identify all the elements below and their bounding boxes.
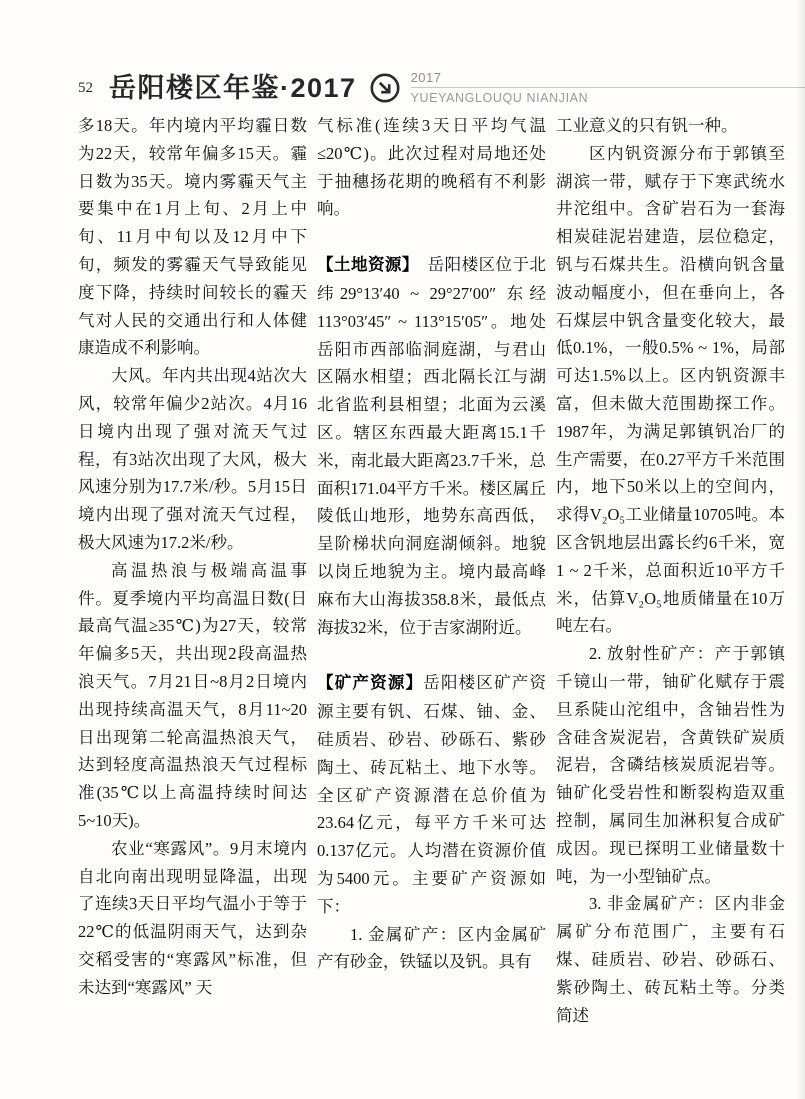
paragraph: 3. 非金属矿产：区内非金属矿分布范围广，主要有石煤、硅质岩、砂岩、砂砾石、紫砂陶土、砖瓦粘土等。分类简述 (556, 894, 785, 1025)
text-column-1 (78, 112, 307, 1047)
section-text: 岳阳楼区位于北纬29°13′40 ~ 29°27′00″ 东经113°03′45″ ~ 113°15′05″。地处岳阳市西部临洞庭湖，与君山区隔水相望；西北隔长江与湖北省监利县相望；北面为云溪区。辖区东西最大距离15.1千米，南北最大距离23.7千米，总面积171.04平方千米。楼区属丘陵低山地形，地势东高西低，呈阶梯状向洞庭湖倾斜。地貌以岗丘地貌为主。境内最高峰麻布大山海拔358.8米，最低点海拔32米，位于吉家湖附近。 (317, 255, 547, 637)
section-label: 【土地资源】 (317, 256, 411, 275)
page-title: 岳阳楼区年鉴·2017 (109, 72, 357, 103)
text-column-2 (317, 112, 546, 1047)
text-column-3 (556, 112, 785, 1047)
circle-arrow-down-right-icon (369, 72, 401, 104)
paragraph: 农业“寒露风”。9月末境内自北向南出现明显降温，出现了连续3天日平均气温小于等于22℃的低温阴雨天气，达到杂交稻受害的“寒露风”标准，但未达到“寒露风” 天 (78, 838, 307, 997)
paragraph: 1. 金属矿产：区内金属矿产有砂金，铁锰以及钒。具有 (317, 924, 546, 972)
paragraph: 气标准(连续3天日平均气温≤20℃)。此次过程对局地还处于抽穗扬花期的晚稻有不利影响。 (317, 116, 546, 219)
paragraph: 多18天。年内境内平均霾日数为22天，较常年偏多15天。霾日数为35天。境内雾霾天气主要集中在1月上旬、2月上中旬、11月中旬以及12月中下旬，频发的雾霾天气导致能见度下降，持续时间较长的霾天气对人民的交通出行和人体健康造成不利影响。 (78, 116, 307, 358)
paragraph: 工业意义的只有钒一种。 (556, 116, 738, 135)
paragraph: 大风。年内共出现4站次大风，较常年偏少2站次。4月16日境内出现了强对流天气过程，有3站次出现了大风，极大风速分别为17.7米/秒。5月15日境内出现了强对流天气过程，极大风速为17.2米/秒。 (78, 366, 307, 552)
edition-pinyin: YUEYANGLOUQU NIANJIAN (410, 91, 589, 106)
page-number: 52 (78, 79, 93, 96)
body-columns (78, 112, 785, 1047)
section-paragraph-land-resources (317, 251, 546, 641)
section-paragraph-mineral-resources (317, 669, 546, 920)
paragraph: 高温热浪与极端高温事件。夏季境内平均高温日数(日最高气温≥35℃)为27天，较常年偏多5天，共出现2段高温热浪天气。7月21日~8月2日境内出现持续高温天气，8月11~20日出现第二轮高温热浪天气，达到轻度高温热浪天气过程标准(35℃以上高温持续时间达5~10天)。 (78, 560, 307, 830)
paragraph: 区内钒资源分布于郭镇至湖滨一带，赋存于下寒武统水井沱组中。含矿岩石为一套海相炭硅泥岩建造，层位稳定，钒与石煤共生。沿横向钒含量波动幅度小，但在垂向上，各石煤层中钒含量变化较大，最低0.1%，一般0.5% ~ 1%，局部可达1.5%以上。区内钒资源丰富，但未做大范围勘探工作。1987年，为满足郭镇钒冶厂的生产需要，在0.27平方千米范围内，地下50米以上的空间内，求得V₂O₅工业储量10705吨。本区含钒地层出露长约6千米，宽1 ~ 2千米，总面积近10平方千米，估算V₂O₅地质储量在10万吨左右。 (556, 143, 785, 636)
section-text: 岳阳楼区矿产资源主要有钒、石煤、铀、金、硅质岩、砂岩、砂砾石、紫砂陶土、砖瓦粘土、地下水等。全区矿产资源潜在总价值为23.64亿元，每平方千米可达0.137亿元。人均潜在资源价值为5400元。主要矿产资源如下： (317, 673, 547, 916)
edition-year: 2017 (410, 70, 442, 86)
paragraph: 2. 放射性矿产：产于郭镇千镜山一带，铀矿化赋存于震旦系陡山沱组中，含铀岩性为含硅含炭泥岩，含黄铁矿炭质泥岩，含磷结核炭质泥岩等。铀矿化受岩性和断裂构造双重控制，属同生加淋积复合成矿成因。现已探明工业储量数十吨，为一小型铀矿点。 (556, 644, 785, 886)
edition-block (411, 71, 805, 105)
section-label: 【矿产资源】 (317, 674, 424, 693)
page-header (78, 66, 805, 110)
